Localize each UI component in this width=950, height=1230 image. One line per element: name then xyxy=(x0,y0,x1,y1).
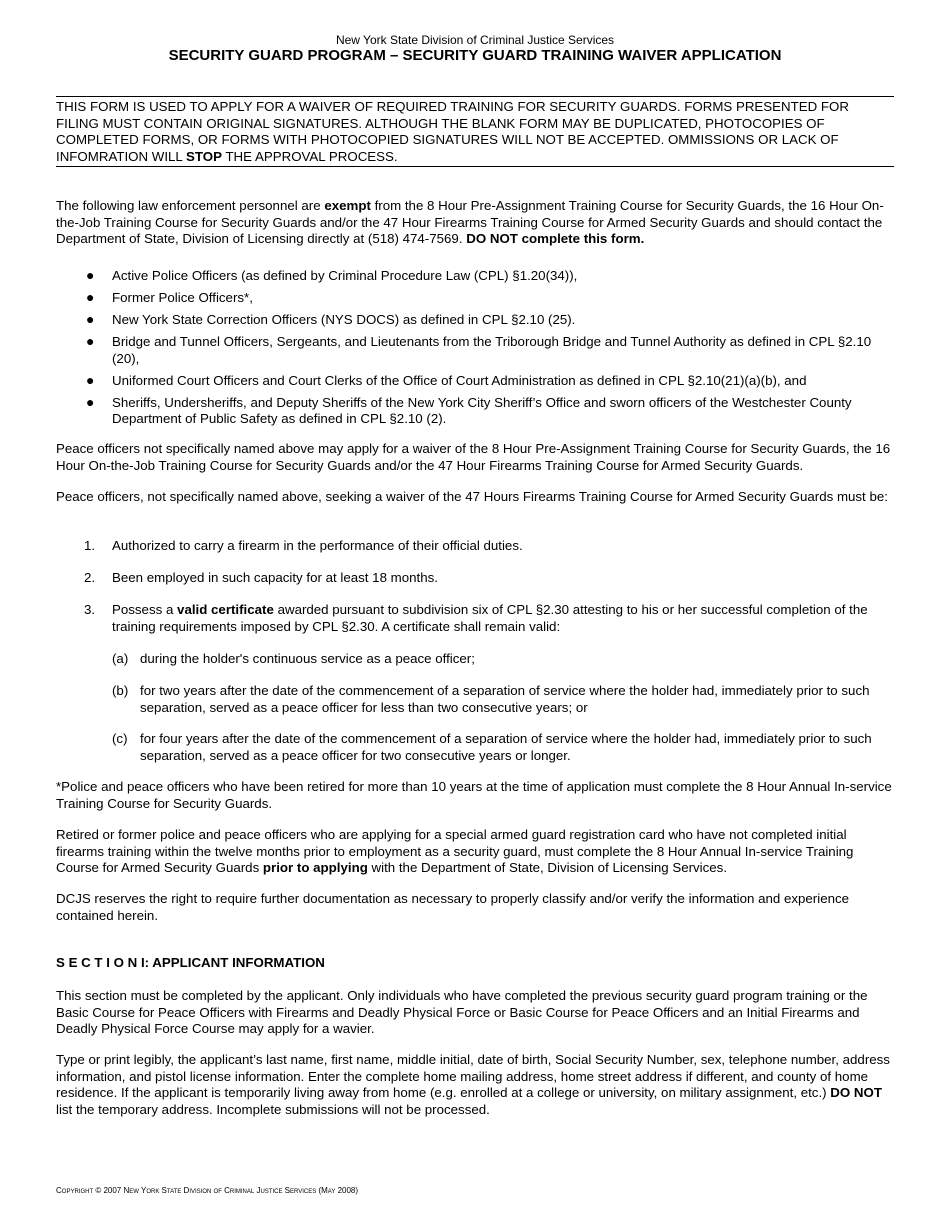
notice-text: THIS FORM IS USED TO APPLY FOR A WAIVER OF REQUIRED TRAINING FOR SECURITY GUARDS. FORMS PRESENTED FOR FILING MUST CONTAIN ORIGINAL SIGNATURES. ALTHOUGH THE BLANK FORM MAY BE DUPLICATED, PHOTOCOPIES OF COMPLETED FORMS, OR FORMS WITH PHOTOCOPIED SIGNATURES WILL NOT BE ACCEPTED. OMMISSIONS OR LACK OF INFOMRATION WILL xyxy=(56,99,850,164)
requirement-2 xyxy=(56,570,894,587)
copyright-text: Copyright © 2007 New York State Division of Criminal Justice Services (May 2008) xyxy=(56,1186,359,1195)
sub-requirement-a xyxy=(56,651,894,668)
section1-text-end: list the temporary address. Incomplete submissions will not be processed. xyxy=(56,1101,490,1117)
retired-armed-paragraph xyxy=(56,827,894,877)
list-item-text: Bridge and Tunnel Officers, Sergeants, and Lieutenants from the Triborough Bridge and Tunnel Authority as defined in CPL §2.10 (20), xyxy=(112,334,872,366)
do-not-complete: DO NOT complete this form. xyxy=(466,231,645,246)
sub-requirement-c xyxy=(56,731,894,764)
exempt-text: The following law enforcement personnel are xyxy=(56,198,325,213)
prior-to-applying: prior to applying xyxy=(262,860,368,875)
sub-requirement-number: (b) xyxy=(112,683,129,698)
notice-stop: STOP xyxy=(186,148,222,164)
valid-certificate: valid certificate xyxy=(177,602,274,617)
sub-requirement-text: for two years after the date of the commencement of a separation of service where the holder had, immediately prior to such separation, served as a peace officer for less than two consecutive years; or xyxy=(140,683,870,715)
retired-armed-text: Retired or former police and peace officers who are applying for a special armed guard registration card who have not completed initial firearms training within the twelve months prior to employment as a security guard, must complete the 8 Hour Annual In-service Training Course for Armed Security Guards xyxy=(56,827,854,875)
list-item xyxy=(56,334,894,367)
bullet-icon: ● xyxy=(86,289,95,305)
bullet-icon: ● xyxy=(86,371,95,388)
requirement-text-part: Possess a xyxy=(112,602,178,617)
list-item-text: Former Police Officers*, xyxy=(112,290,253,305)
requirement-1 xyxy=(56,538,894,555)
do-not-list: DO NOT xyxy=(830,1085,882,1100)
sub-requirement-text: for four years after the date of the commencement of a separation of service where the holder had, immediately prior to such separation, served as a peace officer for two consecutive years or longer. xyxy=(140,731,872,763)
exempt-paragraph xyxy=(56,198,894,248)
list-item xyxy=(56,290,894,307)
section1-paragraph-1: This section must be completed by the applicant. Only individuals who have completed the previous security guard program training or the Basic Course for Peace Officers with Firearms and Deadly Physical Force or Basic Course for Peace Officers and an Initial Firearms and Deadly Physical Force Course may apply for a wavier. xyxy=(56,988,868,1036)
section-heading: S E C T I O N I: APPLICANT INFORMATION xyxy=(56,955,325,970)
list-item xyxy=(56,268,894,285)
bullet-icon: ● xyxy=(86,333,95,349)
peace-waiver-paragraph: Peace officers not specifically named above may apply for a waiver of the 8 Hour Pre-Assignment Training Course for Security Guards, the 16 Hour On-the-Job Training Course for Security Guards and/or the 47 Hour Firearms Training Course for Armed Security Guards. xyxy=(56,441,891,473)
sub-requirement-number: (a) xyxy=(112,651,129,666)
section1-text: Type or print legibly, the applicant’s last name, first name, middle initial, date of birth, Social Security Number, sex, telephone number, address information, and pistol license information. Enter the complete home mailing address, home street address if different, and county of home residence. If the applicant is temporarily living away from home (e.g. enrolled at a college or university, on military assignment, etc.) xyxy=(56,1052,890,1100)
section1-paragraph-2 xyxy=(56,1052,894,1118)
sub-requirement-b xyxy=(56,683,894,716)
bullet-icon: ● xyxy=(86,393,95,410)
bullet-icon: ● xyxy=(86,267,95,283)
requirement-number: 2. xyxy=(84,570,96,585)
bullet-icon: ● xyxy=(86,311,95,327)
requirement-text-part: awarded pursuant to subdivision six of CPL §2.30 attesting to his or her successful completion of the training requirements imposed by CPL §2.30. A certificate shall remain valid: xyxy=(112,602,868,634)
requirement-text: Been employed in such capacity for at least 18 months. xyxy=(112,570,438,585)
notice-text-end: THE APPROVAL PROCESS. xyxy=(221,148,398,164)
list-item-text: Uniformed Court Officers and Court Clerks of the Office of Court Administration as defined in CPL §2.10(21)(a)(b), and xyxy=(112,372,807,388)
requirement-number: 1. xyxy=(84,538,96,553)
list-item xyxy=(56,373,894,390)
exempt-list xyxy=(56,268,894,433)
requirement-text xyxy=(112,602,894,635)
list-item-text: New York State Correction Officers (NYS DOCS) as defined in CPL §2.10 (25). xyxy=(112,312,576,327)
peace-must-paragraph: Peace officers, not specifically named above, seeking a waiver of the 47 Hours Firearms Training Course for Armed Security Guards must be: xyxy=(56,489,888,504)
exempt-text-2: from the 8 Hour Pre-Assignment Training Course for Security Guards, the 16 Hour On-the-Job Training Course for Security Guards and/or the 47 Hour Firearms Training Course for Armed Security Guards and should contact the Department of State, Division of Licensing directly at (518) 474-7569. xyxy=(56,198,884,246)
requirement-text: Authorized to carry a firearm in the performance of their official duties. xyxy=(112,538,523,553)
requirement-number: 3. xyxy=(84,602,96,617)
list-item xyxy=(56,312,894,329)
agency-name: New York State Division of Criminal Justice Services xyxy=(335,33,615,47)
copyright-footer xyxy=(56,1186,358,1195)
list-item-text: Sheriffs, Undersheriffs, and Deputy Sheriffs of the New York City Sheriff’s Office and sworn officers of the Westchester County Department of Public Safety as defined in CPL §2.10 (2). xyxy=(112,394,852,426)
list-item-text: Active Police Officers (as defined by Criminal Procedure Law (CPL) §1.20(34)), xyxy=(112,268,578,283)
exempt-bold: exempt xyxy=(324,198,371,213)
retired-note: *Police and peace officers who have been retired for more than 10 years at the time of application must complete the 8 Hour Annual In-service Training Course for Security Guards. xyxy=(56,779,892,811)
requirement-3 xyxy=(56,602,894,635)
dcjs-note: DCJS reserves the right to require further documentation as necessary to properly classify and/or verify the information and experience contained herein. xyxy=(56,891,850,923)
retired-armed-text-end: with the Department of State, Division of Licensing Services. xyxy=(367,860,728,875)
sub-requirement-number: (c) xyxy=(112,731,128,746)
form-notice xyxy=(56,96,894,167)
form-title: SECURITY GUARD PROGRAM – SECURITY GUARD TRAINING WAIVER APPLICATION xyxy=(168,47,782,64)
sub-requirement-text: during the holder's continuous service as a peace officer; xyxy=(140,651,475,666)
list-item xyxy=(56,395,894,428)
